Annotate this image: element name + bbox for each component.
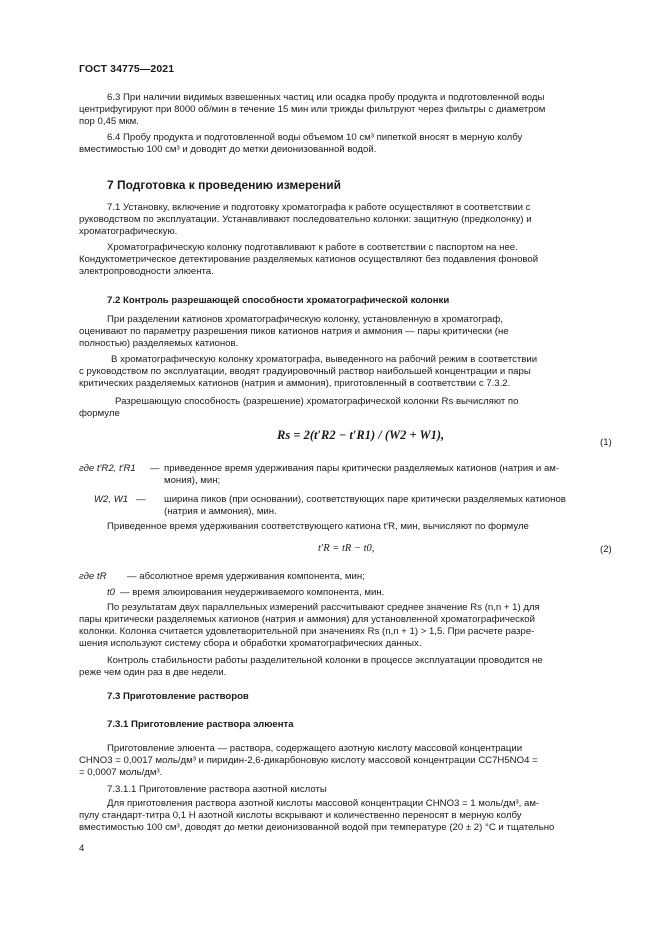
where-label-t: где t′R2, t′R1 <box>79 463 136 474</box>
document-code-header: ГОСТ 34775—2021 <box>79 63 175 75</box>
formula-resolution: Rs = 2(t′R2 − t′R1) / (W2 + W1), <box>277 428 445 442</box>
section-7-heading: 7 Подготовка к проведению измерений <box>107 178 341 192</box>
paragraph-7-1-column: Хроматографическую колонку подготавливают к работе в соответствии с паспортом на нее. Кондуктометрическое детектирование разделяемых катионов осуществляют без подавления фоновой электропроводности элюента. <box>79 242 539 278</box>
where-definition-t0: — время элюирования неудерживаемого компонента, мин. <box>120 587 385 598</box>
where-definition-t: приведенное время удерживания пары критически разделяемых катионов (натрия и ам- мония), мин; <box>164 463 560 486</box>
where-definition-w: ширина пиков (при основании), соответствующих паре критически разделяемых катионов (натрия и аммония), мин. <box>164 494 566 517</box>
formula-reduced-time: t′R = tR − t0, <box>318 543 375 554</box>
where-dash-2: — <box>136 494 146 505</box>
where-definition-tr: — абсолютное время удерживания компонента, мин; <box>127 571 365 582</box>
paragraph-7-2-c: Разрешающую способность (разрешение) хроматографической колонки Rs вычисляют по формуле <box>79 396 519 420</box>
paragraph-results: По результатам двух параллельных измерений рассчитывают среднее значение Rs (n,n + 1) для пары критически разделяемых катионов (натрия и аммония) для установленной хроматографической колонки. Колонка считается удовлетворительной при значениях Rs (n,n + 1) > 1,5. При расчете разре- шения используют систему сбора и обработки хроматографических данных. <box>79 602 540 650</box>
section-7-3-heading: 7.3 Приготовление растворов <box>107 691 249 702</box>
paragraph-7-2-a: При разделении катионов хроматографическую колонку, установленную в хроматограф, оценивают по параметру разрешения пиков катионов натрия и аммония — пары критически (не полностью) разделяемых катионов. <box>79 314 509 350</box>
where-label-t0: t0 <box>107 587 116 598</box>
paragraph-control: Контроль стабильности работы разделительной колонки в процессе эксплуатации проводится не реже чем один раз в две недели. <box>79 655 543 679</box>
paragraph-7-3-1: Приготовление элюента — раствора, содержащего азотную кислоту массовой концентрации CHNO3 = 0,0017 моль/дм³ и пиридин-2,6-дикарбоновую кислоту массовой концентрации CC7H5NO4 = = 0,0007 моль/дм³. <box>79 743 538 779</box>
page-number: 4 <box>79 843 85 854</box>
formula-2-number: (2) <box>600 544 612 555</box>
where-label-w: W2, W1 <box>94 494 129 505</box>
formula-1-number: (1) <box>600 437 612 448</box>
paragraph-6-3: 6.3 При наличии видимых взвешенных частиц или осадка пробу продукта и подготовленной воды центрифугируют при 8000 об/мин в течение 15 мин или трижды фильтруют через фильтры с диаметром пор 0,45 мкм. <box>79 92 546 128</box>
paragraph-7-3-1-1: Для приготовления раствора азотной кислоты массовой концентрации CHNO3 = 1 моль/дм³, ам- пулу стандарт-титра 0,1 Н азотной кислоты вскрывают и количественно переносят в мерную колбу вместимостью 100 см³, доводят до метки деионизованной водой при температуре (20 ± 2) °C и тщательно <box>79 798 555 834</box>
section-7-3-1-heading: 7.3.1 Приготовление раствора элюента <box>107 719 294 730</box>
section-7-2-heading: 7.2 Контроль разрешающей способности хроматографической колонки <box>107 295 450 306</box>
where-dash-1: — <box>150 463 160 474</box>
paragraph-7-3-1-1-title: 7.3.1.1 Приготовление раствора азотной кислоты <box>107 784 327 795</box>
where-label-tr: где tR <box>79 571 107 582</box>
paragraph-6-4: 6.4 Пробу продукта и подготовленной воды объемом 10 см³ пипеткой вносят в мерную колбу вместимостью 100 см³ и доводят до метки деионизованной водой. <box>79 132 523 156</box>
paragraph-7-1: 7.1 Установку, включение и подготовку хроматографа к работе осуществляют в соответствии с руководством по эксплуатации. Устанавливают последовательно колонки: защитную (предколонку) и хроматографическую. <box>79 202 532 238</box>
paragraph-reduced-time: Приведенное время удерживания соответствующего катиона t′R, мин, вычисляют по формуле <box>107 521 529 532</box>
paragraph-7-2-b: В хроматографическую колонку хроматографа, выведенного на рабочий режим в соответствии с руководством по эксплуатации, вводят градуировочный раствор наибольшей концентрации и пары критических разделяемых катионов (натрия и аммония), приготовленный в соответствии с 7.3.2. <box>79 354 538 390</box>
